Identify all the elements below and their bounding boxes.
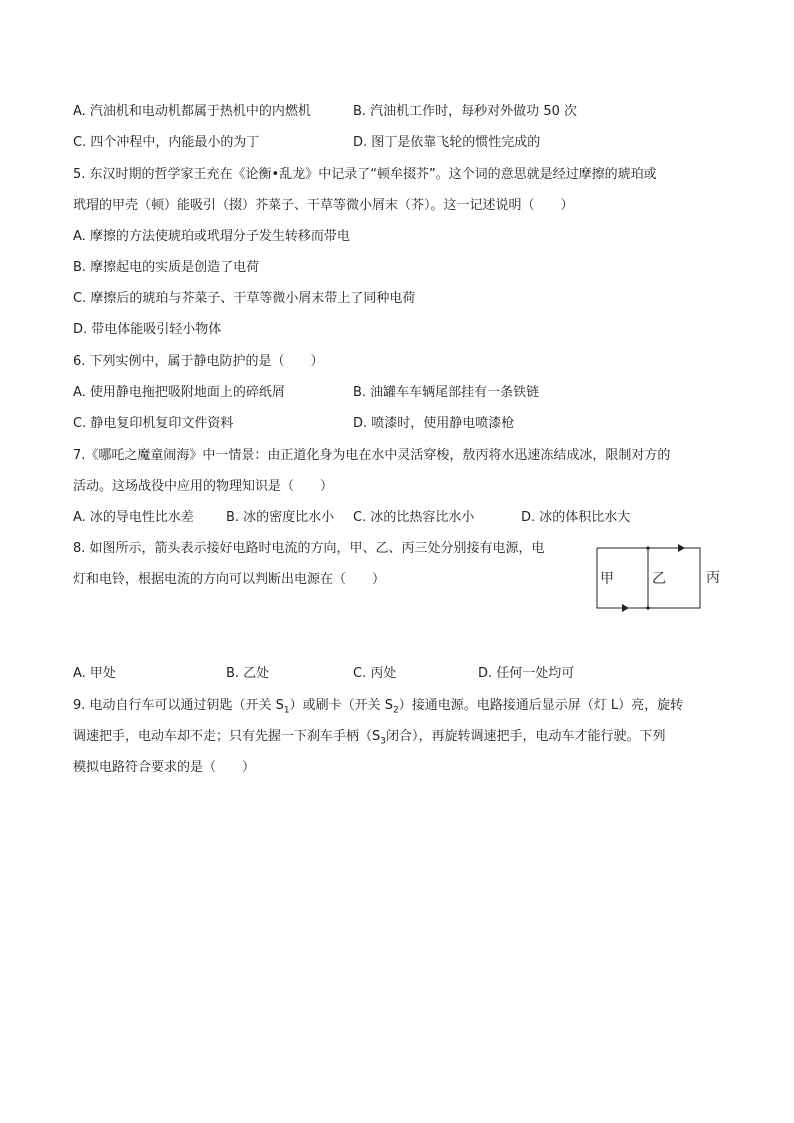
q7-stem-line-2: 活动。这场战役中应用的物理知识是（ ） (73, 479, 334, 494)
q9-text-part: ）或刷卡（开关 S (289, 698, 394, 713)
q9-stem-line-2 (73, 728, 666, 751)
q4-option-b: B. 汽油机工作时，每秒对外做功 50 次 (353, 104, 577, 119)
q7-option-a: A. 冰的导电性比水差 (73, 510, 194, 525)
q4-option-c: C. 四个冲程中，内能最小的为丁 (73, 135, 260, 150)
label-jia: 甲 (600, 571, 614, 587)
q5-option-d: D. 带电体能吸引轻小物体 (73, 322, 222, 337)
junction-dot-top (646, 546, 649, 549)
arrow-right-icon (678, 544, 685, 552)
q6-option-b: B. 油罐车车辆尾部挂有一条铁链 (353, 385, 540, 400)
q8-circuit-diagram (590, 540, 740, 620)
subscript-1: 1 (283, 705, 290, 716)
q8-stem-line-1: 8. 如图所示，箭头表示接好电路时电流的方向，甲、乙、丙三处分别接有电源，电 (73, 541, 545, 556)
subscript-3: 3 (380, 736, 386, 747)
q7-stem-line-1: 7.《哪吒之魔童闹海》中一情景：由正道化身为电在水中灵活穿梭，敖丙将水迅速冻结成冰，限制对方的 (73, 448, 671, 463)
q9-text-part: 调速把手，电动车却不走；只有先握一下刹车手柄（S (73, 729, 381, 744)
q6-option-a: A. 使用静电拖把吸附地面上的碎纸屑 (73, 385, 285, 400)
q5-option-a: A. 摩擦的方法使琥珀或玳瑁分子发生转移而带电 (73, 229, 350, 244)
q6-option-d: D. 喷漆时，使用静电喷漆枪 (353, 416, 515, 431)
q8-stem-line-2: 灯和电铃，根据电流的方向可以判断出电源在（ ） (73, 572, 386, 587)
label-yi: 乙 (652, 571, 666, 587)
q7-option-c: C. 冰的比热容比水小 (353, 510, 475, 525)
q9-stem-line-1 (73, 697, 683, 720)
junction-dot-bottom (646, 606, 649, 609)
subscript-2: 2 (393, 705, 399, 716)
arrow-right-icon (622, 604, 629, 612)
q8-option-d: D. 任何一处均可 (478, 666, 575, 681)
q6-stem: 6. 下列实例中，属于静电防护的是（ ） (73, 354, 324, 369)
q4-option-d: D. 图丁是依靠飞轮的惯性完成的 (353, 135, 541, 150)
q8-option-b: B. 乙处 (226, 666, 270, 681)
q8-option-a: A. 甲处 (73, 666, 116, 681)
q4-option-a: A. 汽油机和电动机都属于热机中的内燃机 (73, 104, 311, 119)
q5-option-b: B. 摩擦起电的实质是创造了电荷 (73, 260, 260, 275)
q9-stem-line-3: 模拟电路符合要求的是（ ） (73, 760, 256, 775)
label-bing: 丙 (706, 570, 720, 586)
q9-text-part: ）接通电源。电路接通后显示屏（灯 L）亮，旋转 (398, 698, 684, 713)
q9-text-part: 9. 电动自行车可以通过钥匙（开关 S (73, 698, 284, 713)
q9-text-part: 闭合），再旋转调速把手，电动车才能行驶。下列 (386, 729, 666, 744)
q5-option-c: C. 摩擦后的琥珀与芥菜子、干草等微小屑末带上了同种电荷 (73, 291, 416, 306)
q5-stem-line-1: 5. 东汉时期的哲学家王充在《论衡•乱龙》中记录了“顿牟掇芥”。这个词的意思就是经过摩擦的琥珀或 (73, 167, 657, 182)
q8-option-c: C. 丙处 (353, 666, 397, 681)
q5-stem-line-2: 玳瑁的甲壳（顿）能吸引（掇）芥菜子、干草等微小屑末（芥）。这一记述说明（ ） (73, 198, 574, 213)
q7-option-d: D. 冰的体积比水大 (521, 510, 631, 525)
q7-option-b: B. 冰的密度比水小 (226, 510, 335, 525)
q6-option-c: C. 静电复印机复印文件资料 (73, 416, 234, 431)
